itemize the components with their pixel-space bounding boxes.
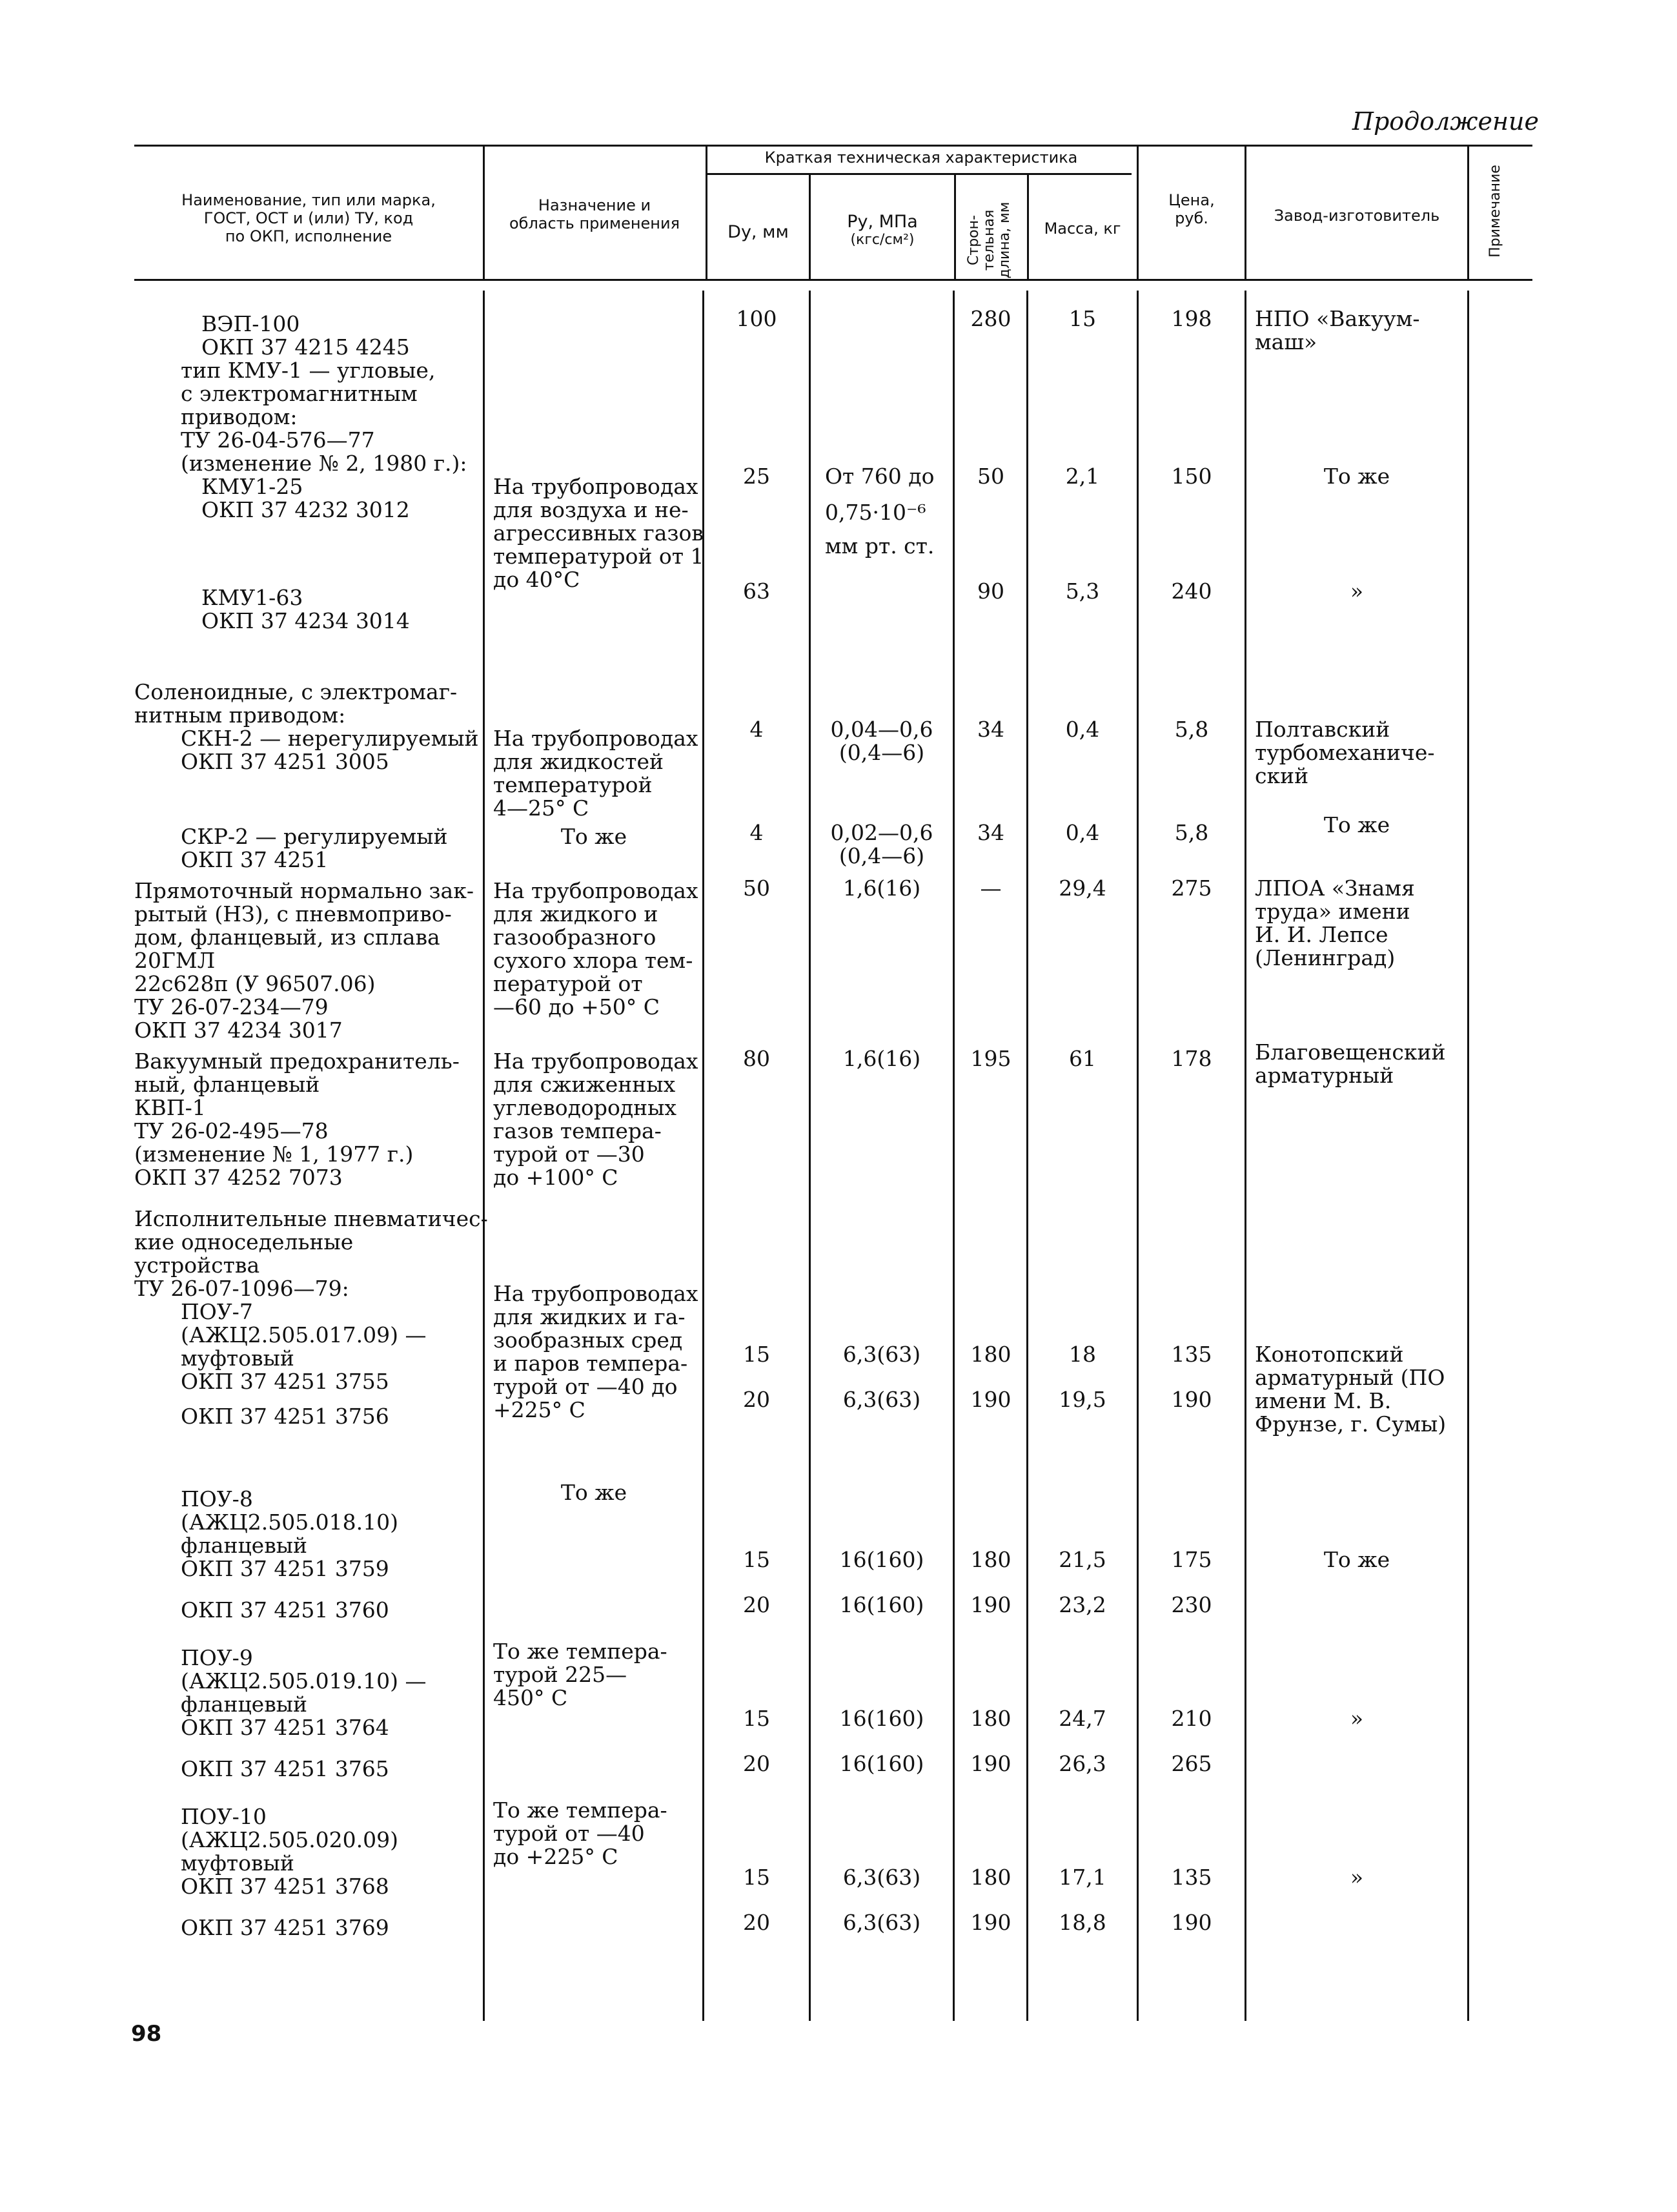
header-price: Цена, руб. (1168, 191, 1215, 227)
maker-line: (Ленинград) (1255, 945, 1396, 970)
body-divider (809, 291, 811, 2021)
body-divider (1026, 291, 1028, 2021)
body-divider (1245, 291, 1246, 2021)
name-line: (АЖЦ2.505.020.09) (181, 1827, 399, 1852)
header-divider (954, 173, 956, 279)
dy-value: 100 (736, 306, 777, 331)
purpose-line: —60 до +50° С (493, 994, 660, 1019)
maker-line: арматурный (1255, 1063, 1394, 1088)
header-maker: Завод-изготовитель (1274, 207, 1440, 225)
purpose-line: газообразного (493, 925, 656, 950)
mass-value: 15 (1069, 306, 1096, 331)
length-value: 180 (970, 1706, 1011, 1731)
name-line: ОКП 37 4215 4245 (201, 334, 410, 360)
name-line: КВП-1 (134, 1095, 206, 1120)
maker-line: » (1350, 1706, 1364, 1731)
purpose-line: На трубопроводах (493, 1049, 698, 1074)
purpose-line: для воздуха и не- (493, 497, 689, 522)
length-value: 280 (970, 306, 1011, 331)
length-value: 180 (970, 1865, 1011, 1890)
maker-line: ЛПОА «Знамя (1255, 876, 1415, 901)
name-line: муфтовый (181, 1346, 294, 1371)
name-line: СКН-2 — нерегулируемый (181, 726, 479, 751)
mass-value: 61 (1069, 1046, 1096, 1071)
py-value: (0,4—6) (838, 843, 925, 868)
purpose-line: То же (560, 1480, 627, 1505)
py-value: мм рт. ст. (825, 533, 935, 558)
dy-value: 15 (743, 1342, 770, 1367)
purpose-line: турой от —40 (493, 1821, 645, 1846)
name-line: дом, фланцевый, из сплава (134, 925, 440, 950)
py-value: 16(160) (839, 1751, 924, 1776)
mass-value: 18,8 (1059, 1910, 1106, 1935)
py-value: 0,02—0,6 (830, 820, 933, 845)
name-line: Вакуумный предохранитель- (134, 1049, 460, 1074)
purpose-line: до 40°С (493, 567, 580, 592)
header-purpose-cell: Назначение и область применения (509, 196, 680, 232)
mass-value: 19,5 (1059, 1387, 1106, 1412)
name-line: ОКП 37 4252 7073 (134, 1165, 343, 1190)
dy-value: 20 (743, 1592, 770, 1617)
name-line: Соленоидные, с электромаг- (134, 679, 458, 704)
maker-line: НПО «Вакуум- (1255, 306, 1420, 331)
brief-char-underline (706, 173, 1132, 175)
name-line: ПОУ-10 (181, 1804, 267, 1829)
name-line: ТУ 26-02-495—78 (134, 1118, 329, 1143)
name-line: (АЖЦ2.505.018.10) (181, 1510, 399, 1535)
header-brief-char: Краткая техническая характеристика (764, 148, 1078, 167)
purpose-line: агрессивных газов (493, 520, 704, 546)
length-value: 34 (977, 820, 1004, 845)
purpose-line: для жидких и га- (493, 1304, 686, 1329)
name-line: ОКП 37 4251 3759 (181, 1556, 389, 1581)
name-line: тип КМУ-1 — угловые, (181, 358, 436, 383)
mass-value: 26,3 (1059, 1751, 1106, 1776)
price-value: 5,8 (1174, 717, 1209, 742)
py-value: 16(160) (839, 1592, 924, 1617)
purpose-line: То же темпера- (493, 1797, 667, 1823)
maker-line: арматурный (ПО (1255, 1365, 1445, 1390)
header-length: Строн- тельная длина, мм (966, 201, 1013, 279)
header-divider (1245, 145, 1246, 279)
body-divider (483, 291, 485, 2021)
header-mass: Масса, кг (1044, 220, 1121, 238)
py-value: 0,75·10⁻⁶ (825, 500, 926, 525)
mass-value: 0,4 (1065, 717, 1100, 742)
py-value: От 760 до (825, 464, 935, 489)
dy-value: 15 (743, 1706, 770, 1731)
name-line: фланцевый (181, 1692, 308, 1717)
mass-value: 21,5 (1059, 1547, 1106, 1572)
length-value: 195 (970, 1046, 1011, 1071)
name-line: ТУ 26-07-234—79 (134, 994, 329, 1019)
name-line: ОКП 37 4251 3755 (181, 1369, 389, 1394)
name-line: ВЭП-100 (201, 311, 300, 336)
name-line: ПОУ-8 (181, 1486, 253, 1511)
length-value: 190 (970, 1751, 1011, 1776)
name-line: ОКП 37 4251 3005 (181, 749, 389, 774)
maker-line: Благовещенский (1255, 1039, 1446, 1065)
name-line: ОКП 37 4251 3760 (181, 1597, 389, 1623)
mass-value: 2,1 (1065, 464, 1100, 489)
purpose-line: На трубопроводах (493, 878, 698, 903)
name-line: ТУ 26-07-1096—79: (134, 1276, 349, 1301)
purpose-line: 4—25° С (493, 795, 589, 821)
price-value: 210 (1171, 1706, 1212, 1731)
maker-line: » (1350, 1865, 1364, 1890)
length-value: 190 (970, 1910, 1011, 1935)
maker-line: турбомеханиче- (1255, 740, 1435, 765)
name-line: ОКП 37 4251 3756 (181, 1404, 389, 1429)
name-line: приводом: (181, 404, 298, 429)
length-value: 50 (977, 464, 1004, 489)
maker-line: ский (1255, 763, 1309, 788)
mass-value: 0,4 (1065, 820, 1100, 845)
maker-line: труда» имени (1255, 899, 1410, 924)
name-line: ОКП 37 4234 3014 (201, 608, 410, 633)
name-line: (изменение № 1, 1977 г.) (134, 1142, 414, 1167)
body-divider (1467, 291, 1469, 2021)
name-line: (АЖЦ2.505.017.09) — (181, 1322, 427, 1347)
purpose-line: турой от —30 (493, 1142, 645, 1167)
purpose-line: 450° С (493, 1685, 568, 1710)
maker-line: То же (1323, 464, 1390, 489)
purpose-line: сухого хлора тем- (493, 948, 693, 973)
purpose-line: турой от —40 до (493, 1374, 678, 1399)
maker-line: маш» (1255, 329, 1317, 354)
header-divider (1027, 173, 1029, 279)
name-line: устройства (134, 1253, 260, 1278)
name-line: с электромагнитным (181, 381, 418, 406)
header-divider (1467, 145, 1469, 279)
name-line: ТУ 26-04-576—77 (181, 427, 375, 453)
dy-value: 20 (743, 1387, 770, 1412)
maker-line: имени М. В. (1255, 1388, 1392, 1413)
dy-value: 25 (743, 464, 770, 489)
header-bottom-rule (134, 279, 1532, 281)
purpose-line: +225° С (493, 1397, 585, 1422)
name-line: Прямоточный нормально зак- (134, 878, 474, 903)
dy-value: 15 (743, 1547, 770, 1572)
header-note: Примечание (1487, 165, 1503, 258)
mass-value: 18 (1069, 1342, 1096, 1367)
purpose-line: На трубопроводах (493, 1281, 698, 1306)
price-value: 265 (1171, 1751, 1212, 1776)
price-value: 5,8 (1174, 820, 1209, 845)
header-dy: Dу, мм (727, 222, 789, 242)
name-line: ПОУ-7 (181, 1299, 253, 1324)
py-value: 6,3(63) (842, 1342, 921, 1367)
body-divider (953, 291, 955, 2021)
price-value: 135 (1171, 1342, 1212, 1367)
length-value: 190 (970, 1592, 1011, 1617)
purpose-line: турой 225— (493, 1662, 627, 1687)
dy-value: 50 (743, 876, 770, 901)
length-value: 34 (977, 717, 1004, 742)
price-value: 240 (1171, 579, 1212, 604)
name-line: фланцевый (181, 1533, 308, 1558)
purpose-line: На трубопроводах (493, 726, 698, 751)
py-value: 16(160) (839, 1706, 924, 1731)
py-value: 6,3(63) (842, 1865, 921, 1890)
page-number: 98 (131, 2021, 162, 2047)
header-py: Pу, МПа (кгс/см²) (847, 212, 918, 248)
header-divider (706, 145, 707, 279)
py-value: 16(160) (839, 1547, 924, 1572)
purpose-line: для жидкого и (493, 901, 658, 927)
py-value: 6,3(63) (842, 1910, 921, 1935)
purpose-line: То же (560, 824, 627, 849)
price-value: 275 (1171, 876, 1212, 901)
purpose-line: до +100° С (493, 1165, 618, 1190)
header-divider (1137, 145, 1139, 279)
name-line: ПОУ-9 (181, 1645, 253, 1670)
name-line: ОКП 37 4234 3017 (134, 1018, 343, 1043)
py-value: 1,6(16) (842, 1046, 921, 1071)
dy-value: 20 (743, 1751, 770, 1776)
py-value: 0,04—0,6 (830, 717, 933, 742)
name-line: (АЖЦ2.505.019.10) — (181, 1668, 427, 1694)
mass-value: 17,1 (1059, 1865, 1106, 1890)
name-line: ОКП 37 4251 3764 (181, 1715, 389, 1740)
length-value: 90 (977, 579, 1004, 604)
name-line: муфтовый (181, 1850, 294, 1876)
length-value: 180 (970, 1342, 1011, 1367)
purpose-line: до +225° С (493, 1844, 618, 1869)
dy-value: 4 (749, 717, 764, 742)
purpose-line: для жидкостей (493, 749, 664, 774)
name-line: 20ГМЛ (134, 948, 216, 973)
body-divider (1137, 291, 1139, 2021)
mass-value: 23,2 (1059, 1592, 1106, 1617)
header-divider (809, 173, 811, 279)
price-value: 190 (1171, 1387, 1212, 1412)
maker-line: И. И. Лепсе (1255, 922, 1388, 947)
purpose-line: углеводородных (493, 1095, 677, 1120)
purpose-line: пературой от (493, 971, 643, 996)
length-value: 190 (970, 1387, 1011, 1412)
purpose-line: газов темпера- (493, 1118, 662, 1143)
mass-value: 5,3 (1065, 579, 1100, 604)
maker-line: Конотопский (1255, 1342, 1404, 1367)
maker-line: То же (1323, 812, 1390, 837)
py-value: 1,6(16) (842, 876, 921, 901)
name-line: кие односедельные (134, 1229, 354, 1254)
maker-line: То же (1323, 1547, 1390, 1572)
dy-value: 4 (749, 820, 764, 845)
maker-line: » (1350, 579, 1364, 604)
name-line: (изменение № 2, 1980 г.): (181, 451, 467, 476)
name-line: ОКП 37 4251 3768 (181, 1874, 389, 1899)
price-value: 175 (1171, 1547, 1212, 1572)
purpose-line: температурой (493, 772, 653, 797)
purpose-line: На трубопроводах (493, 474, 698, 499)
dy-value: 80 (743, 1046, 770, 1071)
purpose-line: То же темпера- (493, 1639, 667, 1664)
header-name-cell: Наименование, тип или марка, ГОСТ, ОСТ и (или) ТУ, код по ОКП, исполнение (181, 191, 436, 245)
dy-value: 15 (743, 1865, 770, 1890)
dy-value: 20 (743, 1910, 770, 1935)
continuation-label: Продолжение (1352, 107, 1539, 136)
name-line: нитным приводом: (134, 702, 346, 728)
length-value: — (980, 876, 1002, 901)
name-line: Исполнительные пневматичес- (134, 1206, 488, 1231)
py-value: 6,3(63) (842, 1387, 921, 1412)
name-line: КМУ1-63 (201, 585, 303, 610)
name-line: рытый (НЗ), с пневмоприво- (134, 901, 452, 927)
length-value: 180 (970, 1547, 1011, 1572)
name-line: ОКП 37 4251 (181, 847, 329, 872)
header-divider (483, 145, 485, 279)
price-value: 150 (1171, 464, 1212, 489)
price-value: 178 (1171, 1046, 1212, 1071)
name-line: ОКП 37 4251 3765 (181, 1756, 389, 1781)
dy-value: 63 (743, 579, 770, 604)
price-value: 190 (1171, 1910, 1212, 1935)
purpose-line: зообразных сред (493, 1327, 683, 1353)
py-value: (0,4—6) (838, 740, 925, 765)
name-line: 22с628п (У 96507.06) (134, 971, 376, 996)
name-line: ОКП 37 4232 3012 (201, 497, 410, 522)
price-value: 198 (1171, 306, 1212, 331)
maker-line: Фрунзе, г. Сумы) (1255, 1411, 1447, 1437)
name-line: ОКП 37 4251 3769 (181, 1915, 389, 1940)
name-line: ный, фланцевый (134, 1072, 320, 1097)
purpose-line: и паров темпера- (493, 1351, 688, 1376)
purpose-line: для сжиженных (493, 1072, 676, 1097)
name-line: КМУ1-25 (201, 474, 303, 499)
name-line: СКР-2 — регулируемый (181, 824, 448, 849)
price-value: 135 (1171, 1865, 1212, 1890)
maker-line: Полтавский (1255, 717, 1390, 742)
purpose-line: температурой от 1 (493, 544, 704, 569)
header-top-rule (134, 145, 1532, 147)
price-value: 230 (1171, 1592, 1212, 1617)
mass-value: 29,4 (1059, 876, 1106, 901)
mass-value: 24,7 (1059, 1706, 1106, 1731)
